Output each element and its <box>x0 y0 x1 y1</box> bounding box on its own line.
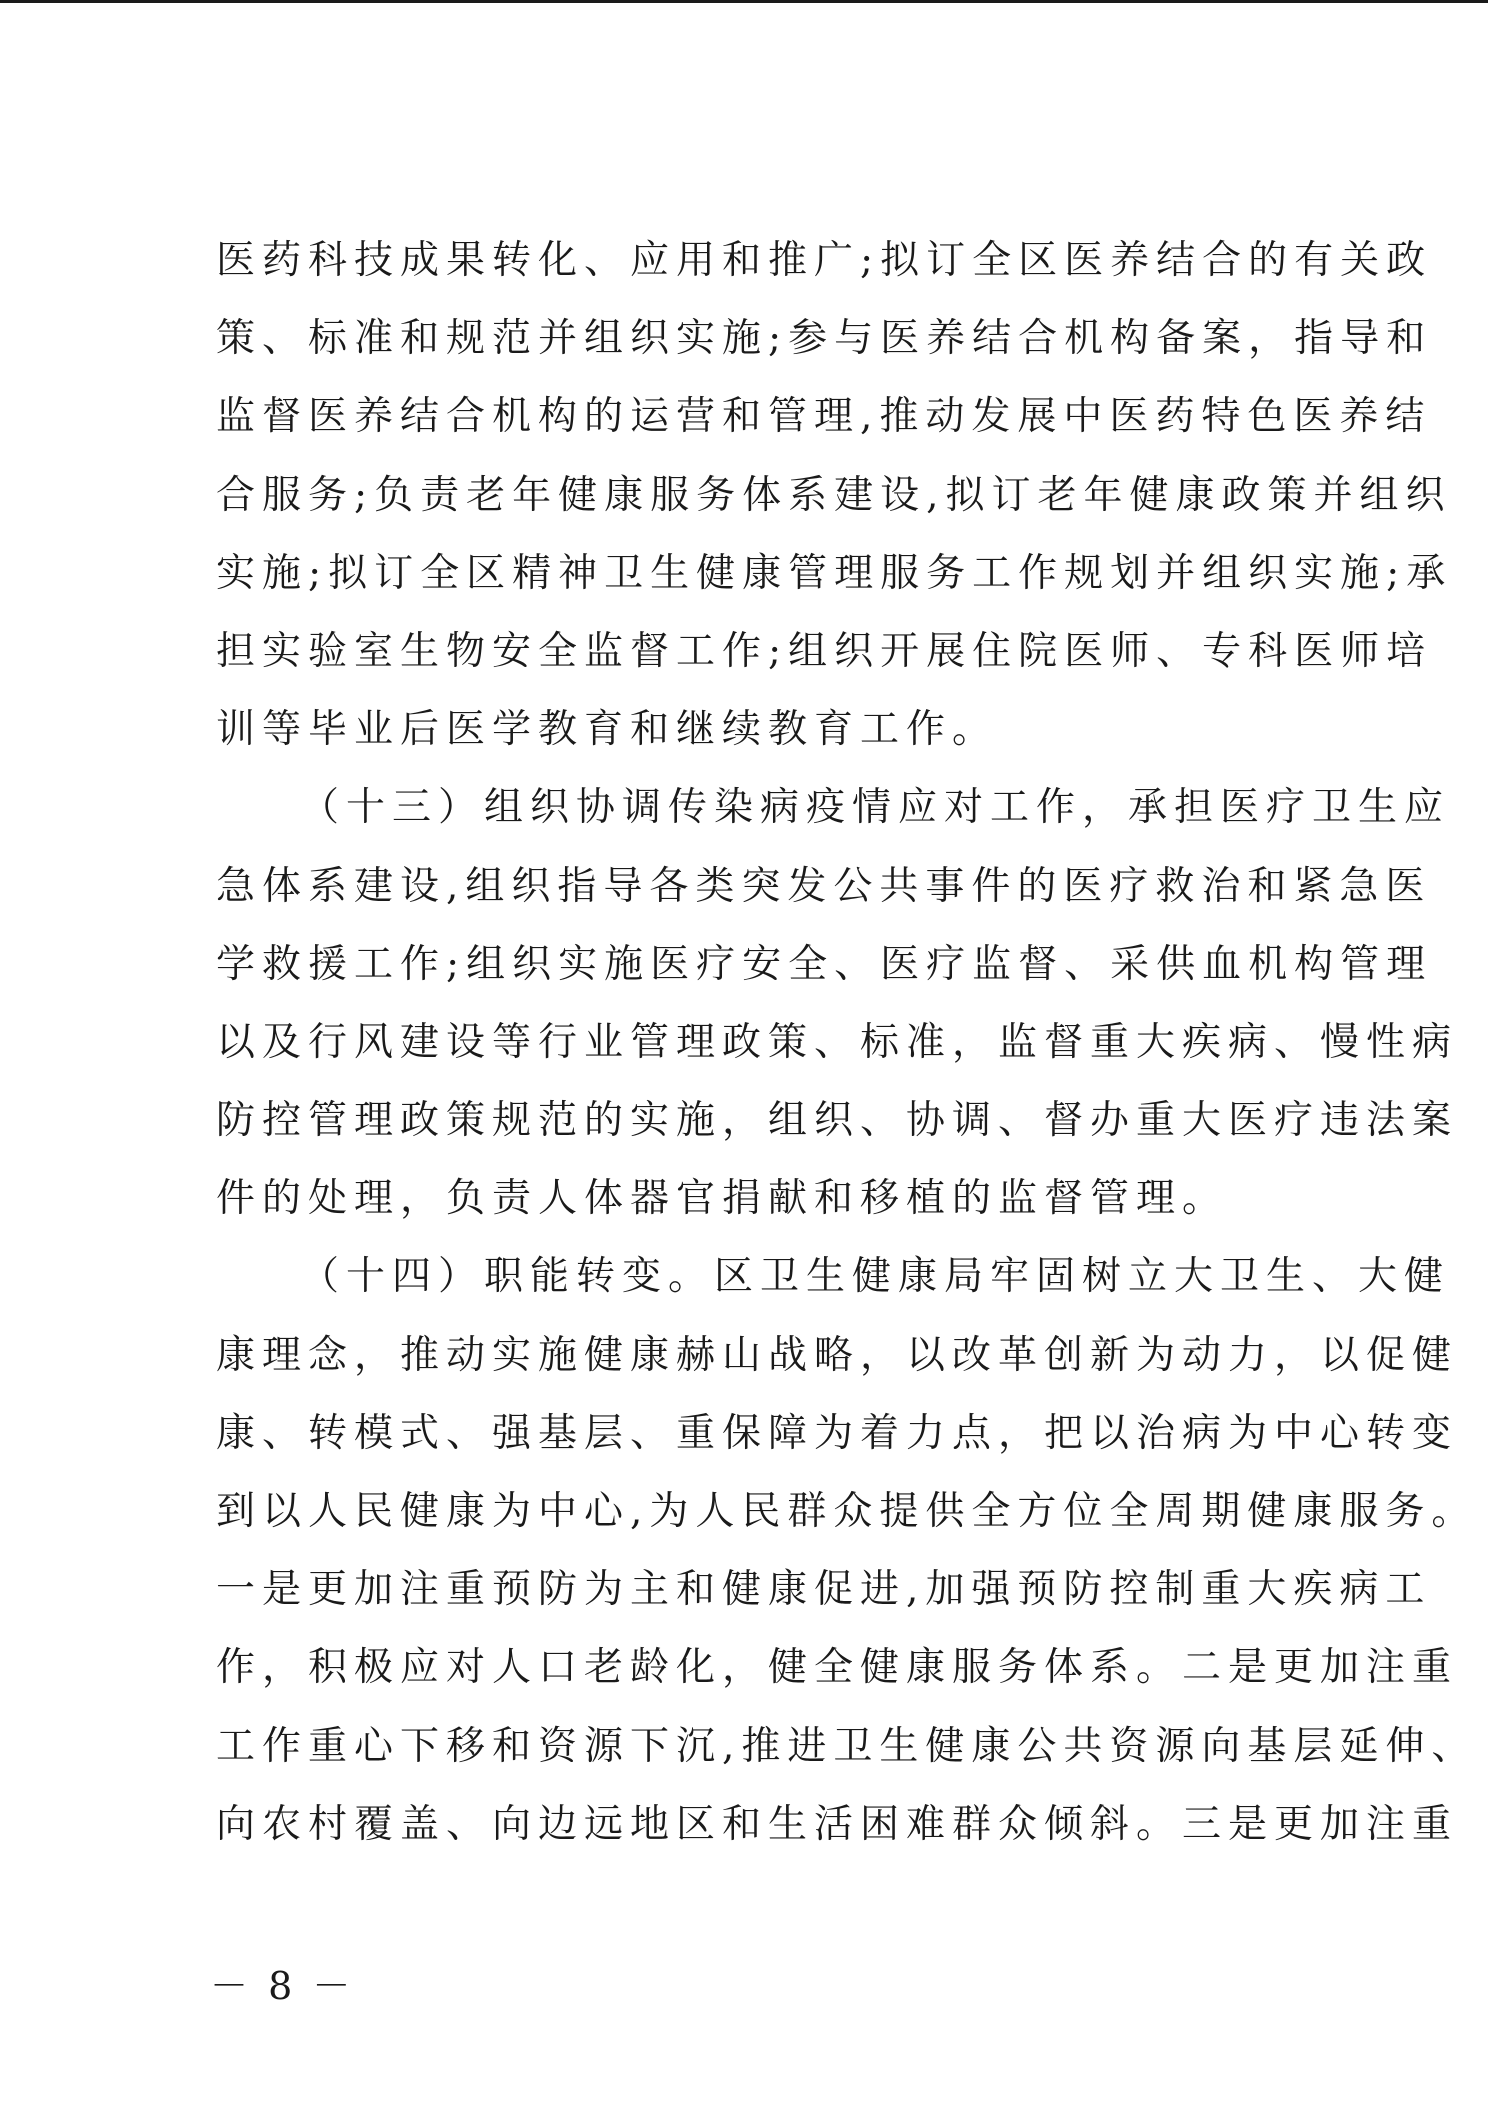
text-line: 急体系建设,组织指导各类突发公共事件的医疗救治和紧急医 <box>216 863 1432 909</box>
text-line: 到以人民健康为中心,为人民群众提供全方位全周期健康服务。 <box>216 1489 1478 1534</box>
document-body <box>216 222 1478 1864</box>
paragraph-14-first-line: （十四）职能转变。区卫生健康局牢固树立大卫生、大健 <box>300 1254 1451 1300</box>
text-line: 康、转模式、强基层、重保障为着力点，把以治病为中心转变 <box>216 1410 1459 1456</box>
text-line: 以及行风建设等行业管理政策、标准，监督重大疾病、慢性病 <box>216 1019 1459 1065</box>
paragraph-13-first-line: （十三）组织协调传染病疫情应对工作，承担医疗卫生应 <box>300 785 1451 831</box>
page-top-border <box>0 0 1488 3</box>
text-line: 医药科技成果转化、应用和推广;拟订全区医养结合的有关政 <box>216 238 1433 283</box>
text-line: 训等毕业后医学教育和继续教育工作。 <box>216 707 999 753</box>
text-line: 工作重心下移和资源下沉,推进卫生健康公共资源向基层延伸、 <box>216 1723 1478 1769</box>
text-line: 学救援工作;组织实施医疗安全、医疗监督、采供血机构管理 <box>216 941 1433 987</box>
text-line: 防控管理政策规范的实施，组织、协调、督办重大医疗违法案 <box>216 1098 1459 1144</box>
text-line: 一是更加注重预防为主和健康促进,加强预防控制重大疾病工 <box>216 1567 1432 1613</box>
text-line: 康理念，推动实施健康赫山战略，以改革创新为动力，以促健 <box>216 1332 1459 1378</box>
text-line: 实施;拟订全区精神卫生健康管理服务工作规划并组织实施;承 <box>216 550 1453 596</box>
text-line: 向农村覆盖、向边远地区和生活困难群众倾斜。三是更加注重 <box>216 1801 1459 1847</box>
text-line: 件的处理，负责人体器官捐献和移植的监督管理。 <box>216 1176 1229 1222</box>
text-line: 作，积极应对人口老龄化，健全健康服务体系。二是更加注重 <box>216 1645 1459 1691</box>
text-line: 担实验室生物安全监督工作;组织开展住院医师、专科医师培 <box>216 628 1433 674</box>
text-line: 合服务;负责老年健康服务体系建设,拟订老年健康政策并组织 <box>216 472 1452 518</box>
text-line: 策、标准和规范并组织实施;参与医养结合机构备案，指导和 <box>216 316 1433 362</box>
text-line: 监督医养结合机构的运营和管理,推动发展中医药特色医养结 <box>216 394 1432 440</box>
page-number: － 8 － <box>210 1964 355 2008</box>
